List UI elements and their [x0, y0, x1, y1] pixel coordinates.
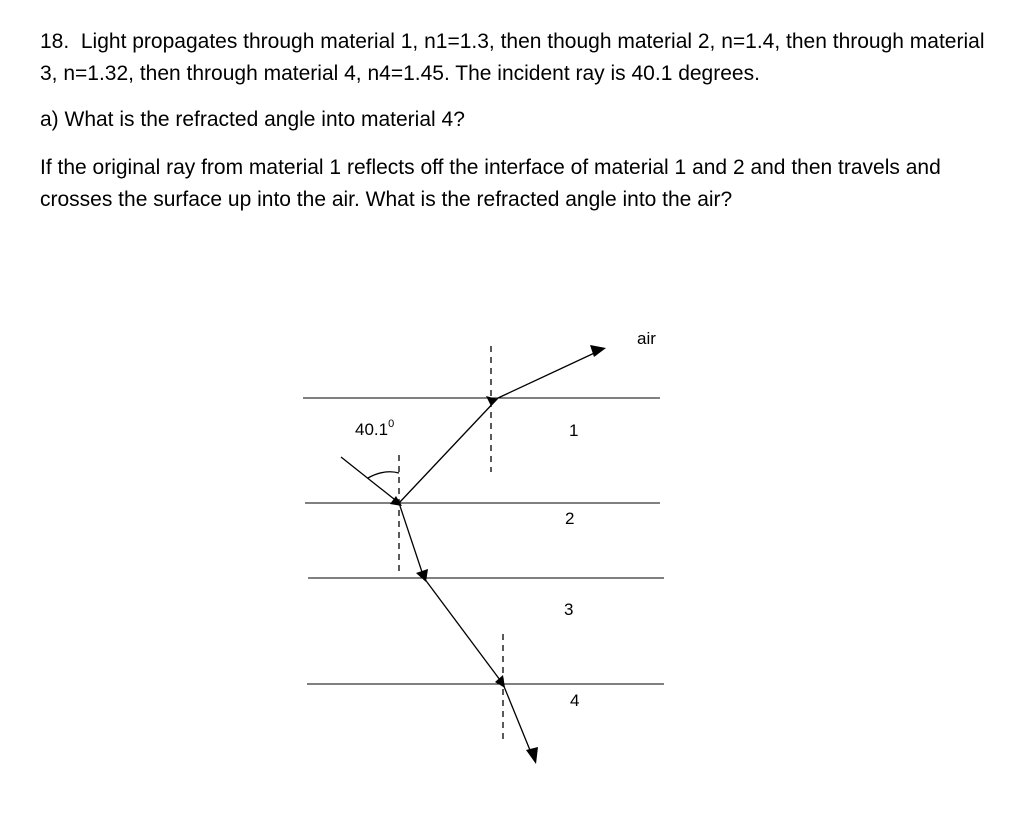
air-refracted-ray-arrowhead [590, 345, 606, 357]
question-stem-text: Light propagates through material 1, n1=1.3, then though material 2, n=1.4, then through material 3, n=1.32, then through material 4, n4=1.45. The incident ray is 40.1 degrees. [40, 30, 985, 85]
reflected-ray [399, 398, 498, 503]
ray-in-material-4 [503, 684, 534, 760]
ray-in-material-2 [399, 503, 424, 578]
air-refracted-ray [498, 349, 603, 398]
part-a-question: a) What is the refracted angle into material 4? [40, 108, 465, 131]
incident-angle-degree-mark: 0 [388, 418, 395, 430]
material-3-label: 3 [564, 600, 574, 619]
material-1-label: 1 [569, 421, 579, 440]
incident-ray [341, 457, 399, 503]
material-2-label: 2 [565, 509, 575, 528]
air-label: air [637, 329, 656, 348]
part-b-question: If the original ray from material 1 reflects off the interface of material 1 and 2 and then travels and crosses the surface up into the air. What is the refracted angle into the air? [40, 156, 941, 211]
question-number: 18. [40, 30, 70, 53]
ray-in-material-3 [424, 578, 503, 684]
ray-material-4-arrowhead [526, 747, 538, 764]
incident-angle-label [355, 418, 394, 439]
incident-angle-value: 40.1 [355, 420, 389, 439]
material-4-label: 4 [570, 691, 580, 710]
incident-angle-arc [368, 472, 399, 478]
